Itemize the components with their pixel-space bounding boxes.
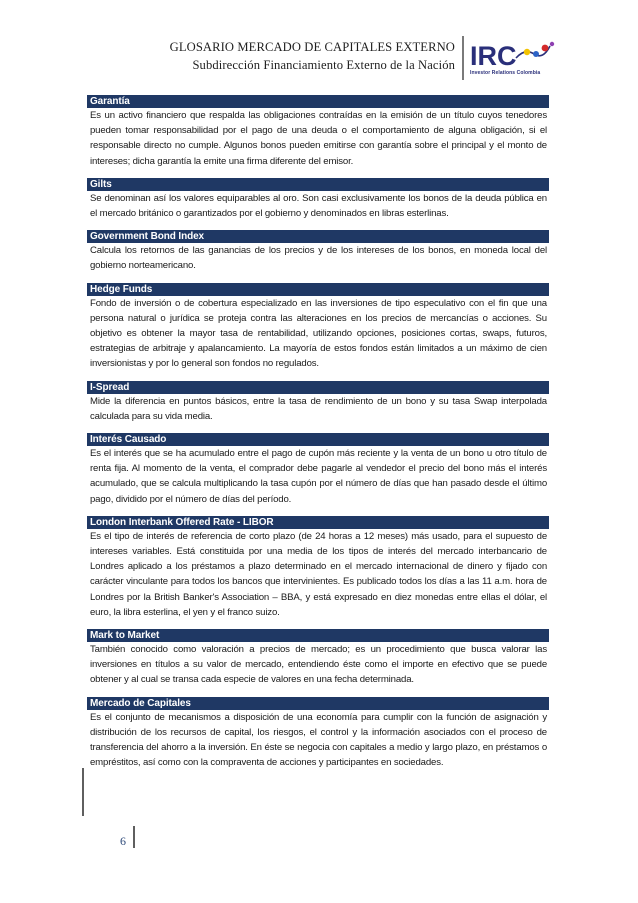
header-titles	[170, 38, 455, 74]
glossary-term: Hedge Funds	[87, 283, 549, 296]
glossary-entry	[87, 178, 549, 222]
glossary-entry	[87, 697, 549, 772]
glossary-entry	[87, 230, 549, 274]
logo-dot-yellow	[524, 49, 530, 55]
glossary-definition: Es un activo financiero que respalda las obligaciones contraídas en la emisión de un título cuyos tenedores pueden tomar responsabilidad por el pago de una deuda o el comportamiento de alguna obligación, si el responsable directo no cumple. Algunos bonos pueden emitirse con garantía sobre el principal y el monto de intereses; dicha garantía la emite una firma diferente del emisor.	[90, 110, 547, 167]
logo-subtitle: Investor Relations Colombia	[470, 70, 541, 76]
glossary-entry	[87, 381, 549, 425]
glossary-definition: Mide la diferencia en puntos básicos, entre la tasa de rendimiento de un bono y su tasa Swap interpolada calculada para su vida media.	[90, 395, 547, 422]
page-number: 6	[120, 834, 126, 848]
glossary-definition: Es el interés que se ha acumulado entre el pago de cupón más reciente y la venta de un bono u otro título de renta fija. Al momento de la venta, el comprador debe pagarle al vendedor el precio del bono más el interés acumulado, que se calcula multiplicando la tasa cupón por el número de días que han pasado desde el último pago, dividido por el número de días del período.	[90, 448, 547, 505]
glossary-entry	[87, 283, 549, 373]
glossary-term: Interés Causado	[87, 433, 549, 446]
glossary-term: Mark to Market	[87, 629, 549, 642]
glossary-term: I-Spread	[87, 381, 549, 394]
glossary-entry	[87, 433, 549, 508]
glossary-entry	[87, 95, 549, 170]
glossary-entry	[87, 516, 549, 621]
glossary-term: Government Bond Index	[87, 230, 549, 243]
glossary-term: London Interbank Offered Rate - LIBOR	[87, 516, 549, 529]
glossary-definition: Es el tipo de interés de referencia de corto plazo (de 24 horas a 12 meses) más usado, para el supuesto de intereses variables. Está constituida por una media de los tipos de interés del mercado interbancario de Londres aplicado a los préstamos a plazo determinado en el mercado internacional de dinero y fijado con carácter vinculante para todos los bancos que intervinientes. Es publicado todos los días a las 11 a.m. hora de Londres por la British Banker's Association – BBA, y está expresado en diez monedas entre ellas el dólar, el euro, la libra esterlina, el yen y el franco suizo.	[90, 530, 547, 618]
footer-divider	[133, 826, 135, 848]
glossary-content	[87, 95, 549, 780]
page-header	[0, 30, 638, 86]
glossary-definition: También conocido como valoración a precios de mercado; es un procedimiento que busca valorar las inversiones en títulos a su valor de mercado, entendiendo éste como el importe en efectivo que se puede obtener y al cual se transa cada especie de valores en una fecha determinada.	[90, 644, 547, 686]
glossary-term: Gilts	[87, 178, 549, 191]
document-subtitle: Subdirección Financiamiento Externo de la Nación	[192, 58, 455, 72]
irc-logo	[470, 38, 556, 72]
margin-rule	[82, 768, 84, 816]
logo-dot-red	[542, 45, 549, 52]
glossary-entry	[87, 629, 549, 689]
glossary-term: Garantía	[87, 95, 549, 108]
logo-dot-blue	[533, 51, 539, 57]
glossary-definition: Calcula los retornos de las ganancias de los precios y de los intereses de los bonos, en moneda local del gobierno norteamericano.	[90, 245, 547, 272]
logo-wordmark: IRC	[470, 41, 517, 71]
glossary-definition: Fondo de inversión o de cobertura especializado en las inversiones de tipo especulativo con el fin que una persona natural o jurídica se proteja contra las alteraciones en los precios de mercancías o acciones. Su objetivo es obtener la mayor tasa de rentabilidad, utilizando opciones, posiciones cortas, swaps, futuros, estrategias de arbitraje y apalancamiento. La mayoría de estos fondos están limitados a un máximo de cien inversionistas y por lo general son fondos no regulados.	[90, 297, 547, 370]
glossary-term: Mercado de Capitales	[87, 697, 549, 710]
logo-dot-purple	[550, 42, 554, 46]
header-divider	[462, 36, 464, 80]
glossary-definition: Es el conjunto de mecanismos a disposición de una economía para cumplir con la función de asignación y distribución de los recursos de capital, los riesgos, el control y la información asociados con el proceso de transferencia del ahorro a la inversión. En éste se negocia con capitales a medio y largo plazo, en préstamos o empréstitos, así como con la compraventa de acciones y participantes en sociedades.	[90, 711, 547, 769]
glossary-definition: Se denominan así los valores equiparables al oro. Son casi exclusivamente los bonos de la deuda pública en el mercado británico o garantizados por el gobierno y denominados en libras esterlinas.	[90, 192, 547, 220]
document-title: GLOSARIO MERCADO DE CAPITALES EXTERNO	[169, 40, 455, 54]
